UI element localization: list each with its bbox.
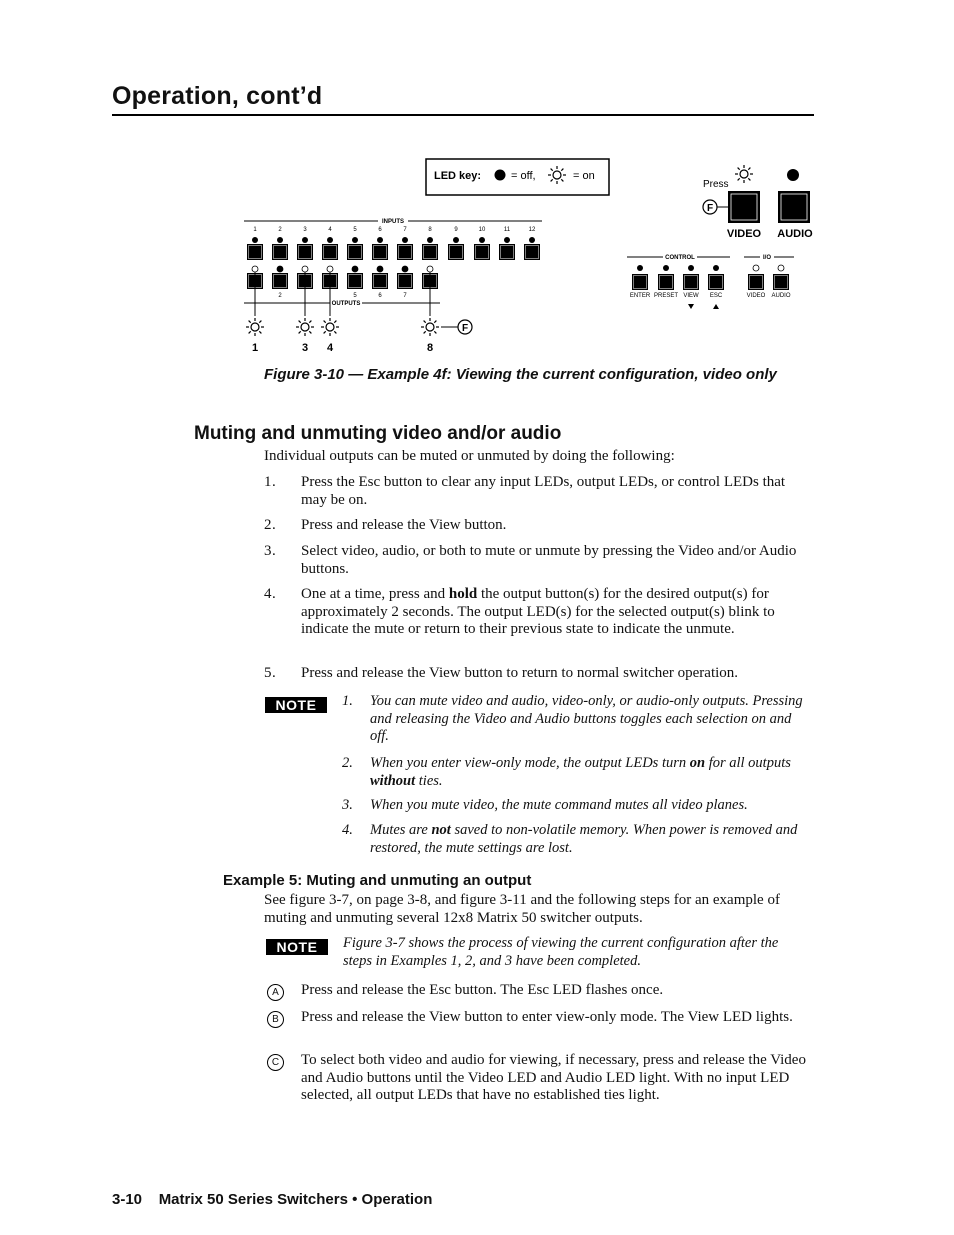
input-button [272,244,288,260]
callout-f-video-letter: F [706,203,714,214]
step-item: 2 . Press and release the View button. [264,517,814,535]
note-item [342,822,804,857]
io-label: I/O [762,255,772,261]
control-button-label: ESC [709,293,723,299]
step-number: 1 [264,474,272,490]
input-number-label: 11 [503,227,511,233]
output-number-label: 2 [278,293,282,299]
control-led-off-icon [637,265,643,271]
control-section [627,255,794,309]
output-led-icon [427,266,433,272]
lit-output-label: 1 [251,342,259,354]
input-button [372,244,388,260]
lit-output-label: 4 [326,342,334,354]
output-number-label: 5 [353,293,357,299]
view-down-arrow-icon [688,304,694,309]
section-heading: Muting and unmuting video and/or audio [194,423,562,444]
note-item [342,693,804,746]
step-text: Press and release the View button. [301,517,507,533]
lit-output-label: 3 [301,342,309,354]
input-button [347,244,363,260]
step-item: 1 . Press the Esc button to clear any input LEDs, output LEDs, or control LEDs that may be on. [264,474,814,509]
led-key [426,159,609,195]
output-led-icon [327,266,333,272]
led-on-icon [548,166,566,184]
input-button [499,244,515,260]
input-number-label: 5 [353,227,357,233]
page-footer: 3-10 Matrix 50 Series Switchers • Operation [112,1191,433,1208]
note-badge: NOTE [266,939,328,955]
press-label: Press [703,179,729,190]
step-item: 4 . One at a time, press and hold the output button(s) for the desired output(s) for approximately 2 seconds. The output LED(s) for the selected output(s) blink to indicate the mute or return to their previous state to indicate the unmute. [264,586,814,639]
input-led-off-icon [427,237,433,243]
input-led-off-icon [529,237,535,243]
input-led-off-icon [277,237,283,243]
input-led-off-icon [504,237,510,243]
control-button-preset [658,274,674,290]
input-button [524,244,540,260]
control-led-off-icon [713,265,719,271]
output-number-label: 6 [378,293,382,299]
step-text: Select video, audio, or both to mute or unmute by pressing the Video and/or Audio buttons. [301,543,797,577]
io-button-video [748,274,764,290]
video-led-on-icon [735,165,753,183]
audio-select-button [778,191,810,223]
input-number-label: 6 [378,227,382,233]
input-led-off-icon [453,237,459,243]
example-heading: Example 5: Muting and unmuting an output [223,872,532,889]
led-key-on: = on [573,170,595,182]
callout-f-outputs-letter: F [461,323,469,334]
input-led-off-icon [252,237,258,243]
step-text: Press the Esc button to clear any input LEDs, output LEDs, or control LEDs that may be on. [301,474,786,508]
outputs-section [244,266,472,354]
note-item [342,755,804,790]
title-rule [112,114,814,116]
step-item: 3 . Select video, audio, or both to mute or unmute by pressing the Video and/or Audio buttons. [264,543,814,578]
output-led-on-icon [321,318,339,336]
figure-caption: Figure 3-10 — Example 4f: Viewing the current configuration, video only [264,366,777,383]
step-number: 5 [264,665,272,681]
output-led-icon [377,266,383,272]
note-number: 1. [342,693,353,709]
input-button [247,244,263,260]
video-select-button [728,191,760,223]
front-panel-figure [240,155,820,360]
output-led-icon [302,266,308,272]
output-led-on-icon [246,318,264,336]
step-number: 2 [264,517,272,533]
input-button [397,244,413,260]
input-led-off-icon [327,237,333,243]
note-text: When you mute video, the mute command mutes all video planes. [370,797,748,813]
audio-big-label: AUDIO [777,228,813,240]
input-number-label: 2 [278,227,282,233]
step-item: 5 . Press and release the View button to return to normal switcher operation. [264,665,814,683]
input-button [322,244,338,260]
output-button [347,273,363,289]
output-button [372,273,388,289]
step-text: One at a time, press and hold the output button(s) for the desired output(s) for approximately 2 seconds. The output LED(s) for the selected output(s) blink to indicate the mute or return to their previous state to indicate the unmute. [301,586,775,637]
esc-up-arrow-icon [713,304,719,309]
output-led-icon [277,266,283,272]
input-number-label: 8 [428,227,432,233]
note-text: When you enter view-only mode, the output LEDs turn on for all outputs without ties. [370,755,791,789]
control-button-label: ENTER [629,293,651,299]
control-led-off-icon [688,265,694,271]
input-button [448,244,464,260]
control-button-label: PRESET [653,293,679,299]
control-button-view [683,274,699,290]
page-title: Operation, cont’d [112,82,323,110]
note-badge: NOTE [265,697,327,713]
note-number: 4. [342,822,353,838]
note-number: 2. [342,755,353,771]
example-note-text: Figure 3-7 shows the process of viewing the current configuration after the steps in Examples 1, 2, and 3 have been completed. [343,935,779,969]
inputs-label: INPUTS [381,219,405,225]
lit-output-label: 8 [426,342,434,354]
led-key-label: LED key: [434,170,482,182]
input-button [474,244,490,260]
input-number-label: 4 [328,227,332,233]
step-letter-a: A [267,984,284,1001]
video-big-label: VIDEO [726,228,762,240]
output-button [397,273,413,289]
output-led-icon [352,266,358,272]
input-number-label: 10 [478,227,486,233]
io-led-icon [753,265,759,271]
output-led-icon [252,266,258,272]
io-button-label: AUDIO [771,293,791,299]
step-text: Press and release the View button to return to normal switcher operation. [301,665,739,681]
input-led-off-icon [302,237,308,243]
output-led-on-icon [421,318,439,336]
input-led-off-icon [479,237,485,243]
input-button [422,244,438,260]
input-number-label: 12 [528,227,536,233]
input-led-off-icon [402,237,408,243]
step-number: 4 [264,586,272,602]
control-led-off-icon [663,265,669,271]
input-number-label: 3 [303,227,307,233]
example-intro: See figure 3-7, on page 3-8, and figure 3-11 and the following steps for an example of muting and unmuting several 12x8 Matrix 50 switcher outputs. [264,892,780,926]
note-item [342,797,804,815]
step-number: 3 [264,543,272,559]
io-led-icon [778,265,784,271]
outputs-label: OUTPUTS [331,301,361,307]
example-step-text: Press and release the View button to enter view-only mode. The View LED lights. [301,1009,793,1025]
step-letter-c: C [267,1054,284,1071]
av-select-section [703,165,813,240]
io-button-label: VIDEO [746,293,766,299]
control-button-enter [632,274,648,290]
inputs-section [244,219,542,260]
input-number-label: 9 [454,227,458,233]
led-key-off: = off, [511,170,536,182]
led-off-icon [495,170,506,181]
output-button [272,273,288,289]
output-number-label: 7 [403,293,407,299]
audio-led-off-icon [787,169,799,181]
control-label: CONTROL [665,255,695,261]
example-step-text: To select both video and audio for viewing, if necessary, press and release the Video and Audio buttons until the Video LED and Audio LED light. With no input LED selected, all output LEDs that have no established ties light. [301,1052,806,1103]
note-text: Mutes are not saved to non-volatile memory. When power is removed and restored, the mute settings are lost. [370,822,798,856]
input-led-off-icon [352,237,358,243]
input-number-label: 7 [403,227,407,233]
control-button-label: VIEW [683,293,699,299]
io-button-audio [773,274,789,290]
input-led-off-icon [377,237,383,243]
control-button-esc [708,274,724,290]
step-letter-b: B [267,1011,284,1028]
example-step-text: Press and release the Esc button. The Esc LED flashes once. [301,982,664,998]
note-number: 3. [342,797,353,813]
section-intro: Individual outputs can be muted or unmuted by doing the following: [264,448,675,464]
output-led-icon [402,266,408,272]
note-text: You can mute video and audio, video-only, or audio-only outputs. Pressing and releasing the Video and Audio buttons toggles each selection on and off. [370,693,803,744]
output-led-on-icon [296,318,314,336]
input-button [297,244,313,260]
input-number-label: 1 [253,227,257,233]
